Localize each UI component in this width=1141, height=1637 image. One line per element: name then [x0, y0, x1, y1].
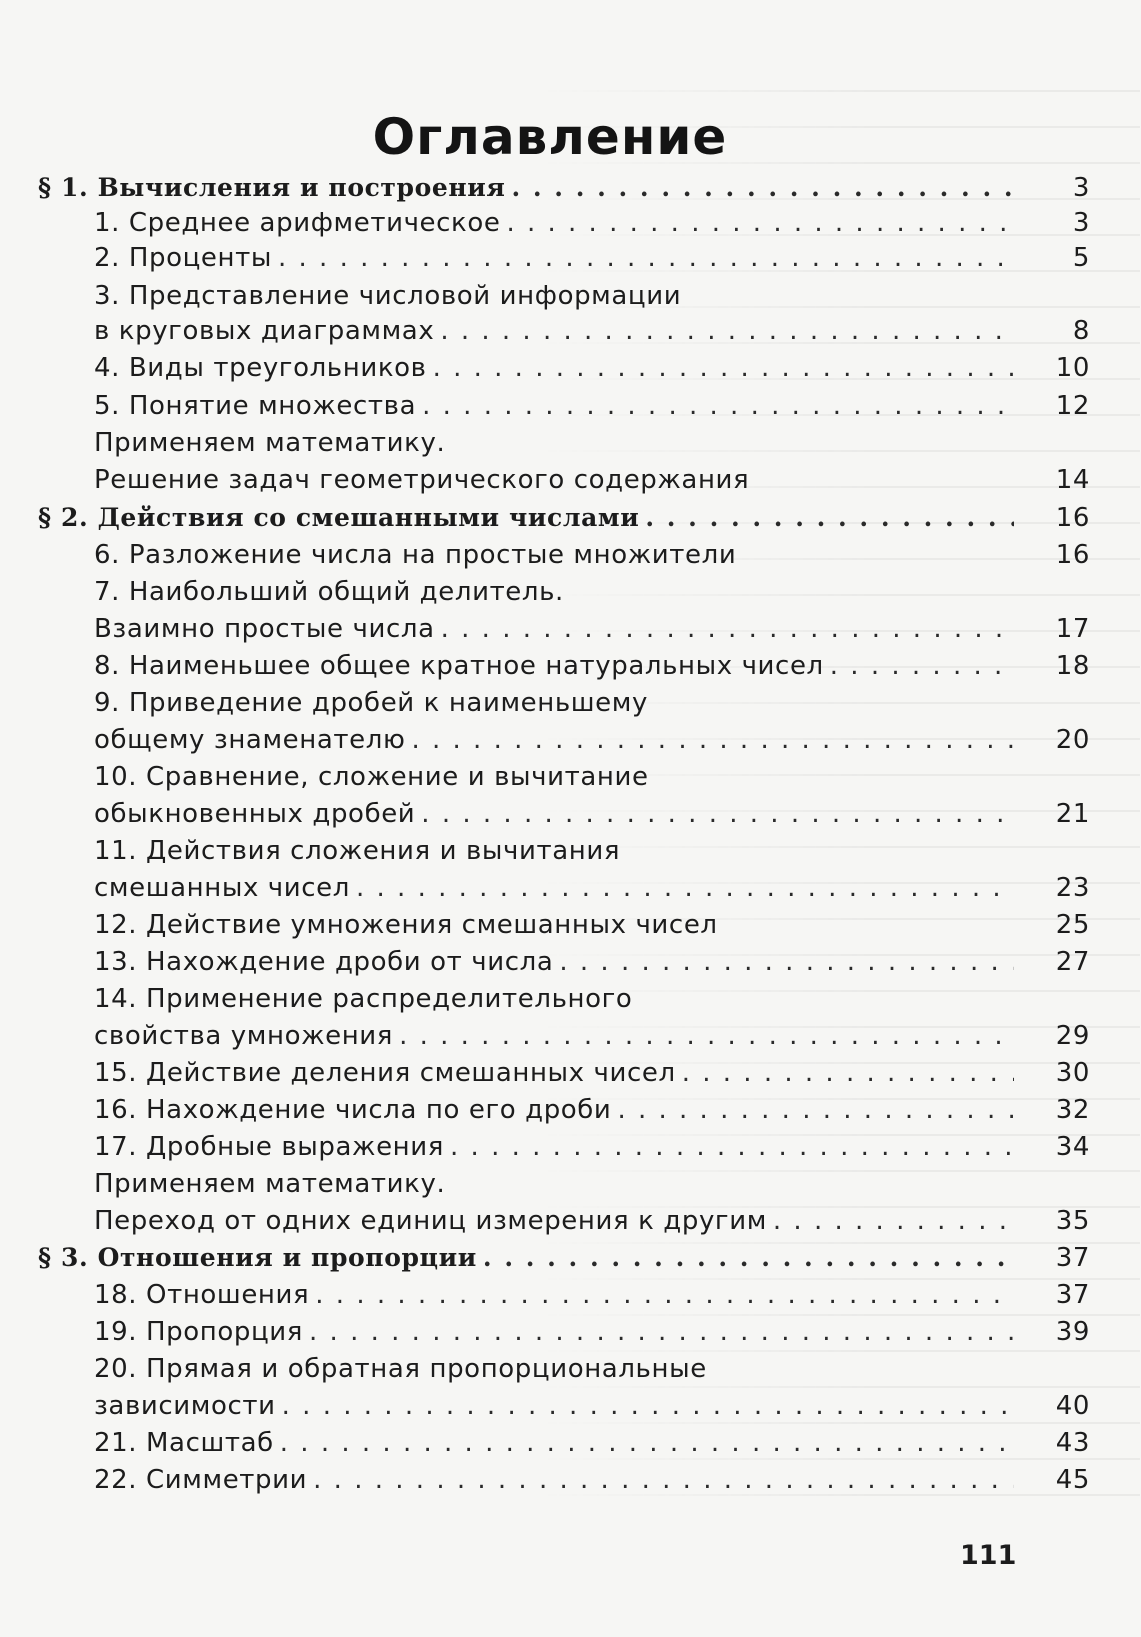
toc-entry-label: зависимости	[94, 1391, 276, 1421]
toc-entry-label: 6. Разложение числа на простые множители	[94, 540, 737, 570]
dot-leader	[440, 313, 1014, 349]
dot-leader	[617, 1092, 1014, 1128]
toc-entry-label: смешанных чисел	[94, 873, 350, 903]
toc-entry-label: 22. Симметрии	[94, 1465, 308, 1495]
toc-section-row	[38, 170, 1090, 206]
dot-leader	[511, 170, 1014, 206]
toc-entry-label: § 3. Отношения и пропорции	[38, 1243, 477, 1272]
toc-entry-label: Применяем математику.	[94, 428, 446, 458]
toc-row	[94, 1129, 1090, 1165]
toc-page-number: 8	[1072, 316, 1090, 346]
toc-page-number: 34	[1055, 1132, 1090, 1162]
toc-page-number: 25	[1055, 910, 1090, 940]
toc-row	[94, 205, 1090, 241]
dot-leader	[278, 240, 1014, 276]
toc-page-number: 39	[1055, 1317, 1090, 1347]
toc-page-number: 16	[1055, 540, 1090, 570]
toc-page-number: 21	[1055, 799, 1090, 829]
toc-entry-label: 10. Сравнение, сложение и вычитание	[94, 762, 649, 792]
toc-row	[94, 1018, 1090, 1054]
page-title: Оглавление	[372, 108, 728, 166]
toc-entry-label: 16. Нахождение числа по его дроби	[94, 1095, 612, 1125]
dot-leader	[773, 1203, 1014, 1239]
dot-leader	[506, 205, 1014, 241]
toc-row	[94, 611, 1090, 647]
toc-page-number: 29	[1055, 1021, 1090, 1051]
dot-leader	[399, 1018, 1014, 1054]
dot-leader	[483, 1240, 1014, 1276]
toc-row	[94, 1092, 1090, 1128]
toc-page-number: 20	[1055, 725, 1090, 755]
toc-row	[94, 1351, 1090, 1387]
page-number: 111	[960, 1540, 1017, 1571]
toc-page-number: 37	[1055, 1280, 1090, 1310]
dot-leader	[682, 1055, 1014, 1091]
toc-entry-label: 11. Действия сложения и вычитания	[94, 836, 621, 866]
toc-row	[94, 907, 1090, 943]
toc-row	[94, 833, 1090, 869]
toc-row	[94, 425, 1090, 461]
toc-entry-label: 8. Наименьшее общее кратное натуральных чисел	[94, 651, 824, 681]
dot-leader	[313, 1462, 1014, 1498]
dot-leader	[450, 1129, 1014, 1165]
toc-entry-label: в круговых диаграммах	[94, 316, 435, 346]
toc-page-number: 3	[1072, 173, 1090, 203]
toc-entry-label: 14. Применение распределительного	[94, 984, 633, 1014]
toc-entry-label: 5. Понятие множества	[94, 391, 417, 421]
toc-row	[94, 1425, 1090, 1461]
toc-entry-label: Применяем математику.	[94, 1169, 446, 1199]
toc-entry-label: 12. Действие умножения смешанных чисел	[94, 910, 718, 940]
dot-leader	[441, 611, 1014, 647]
toc-entry-label: общему знаменателю	[94, 725, 406, 755]
dot-leader	[422, 388, 1014, 424]
toc-row	[94, 1277, 1090, 1313]
toc-row	[94, 1462, 1090, 1498]
toc-row	[94, 685, 1090, 721]
toc-page-number: 43	[1055, 1428, 1090, 1458]
toc-row	[94, 462, 1090, 498]
toc-page-number: 5	[1072, 243, 1090, 273]
toc-row	[94, 388, 1090, 424]
toc-row	[94, 1203, 1090, 1239]
toc-entry-label: обыкновенных дробей	[94, 799, 416, 829]
toc-page-number: 27	[1055, 947, 1090, 977]
toc-row	[94, 648, 1090, 684]
toc-page-number: 16	[1055, 503, 1090, 533]
toc-page-number: 32	[1055, 1095, 1090, 1125]
dot-leader	[421, 796, 1014, 832]
toc-entry-label: 13. Нахождение дроби от числа	[94, 947, 554, 977]
toc-row	[94, 1388, 1090, 1424]
toc-entry-label: 17. Дробные выражения	[94, 1132, 445, 1162]
toc-row	[94, 1314, 1090, 1350]
toc-page-number: 18	[1055, 651, 1090, 681]
toc-section-row	[38, 1240, 1090, 1276]
toc-entry-label: 3. Представление числовой информации	[94, 281, 682, 311]
toc-row	[94, 759, 1090, 795]
toc-page-number: 40	[1055, 1391, 1090, 1421]
toc-page-number: 30	[1055, 1058, 1090, 1088]
dot-leader	[280, 1425, 1014, 1461]
toc-page-number: 45	[1055, 1465, 1090, 1495]
toc-row	[94, 313, 1090, 349]
toc-row	[94, 1166, 1090, 1202]
toc-entry-label: 2. Проценты	[94, 243, 272, 273]
toc-row	[94, 574, 1090, 610]
toc-row	[94, 981, 1090, 1017]
toc-row	[94, 722, 1090, 758]
toc-page-number: 10	[1055, 353, 1090, 383]
toc-row	[94, 796, 1090, 832]
toc-page-number: 12	[1055, 391, 1090, 421]
toc-row	[94, 350, 1090, 386]
toc-page-number: 35	[1055, 1206, 1090, 1236]
toc-entry-label: 7. Наибольший общий делитель.	[94, 577, 564, 607]
toc-entry-label: свойства умножения	[94, 1021, 394, 1051]
dot-leader	[411, 722, 1014, 758]
dot-leader	[309, 1314, 1014, 1350]
toc-row	[94, 1055, 1090, 1091]
toc-row	[94, 537, 1090, 573]
toc-entry-label: Переход от одних единиц измерения к другим	[94, 1206, 767, 1236]
toc-row	[94, 944, 1090, 980]
toc-section-row	[38, 500, 1090, 536]
toc-entry-label: Решение задач геометрического содержания	[94, 465, 750, 495]
toc-row	[94, 278, 1090, 314]
dot-leader	[433, 350, 1014, 386]
toc-entry-label: 21. Масштаб	[94, 1428, 274, 1458]
toc-page-number: 23	[1055, 873, 1090, 903]
dot-leader	[830, 648, 1014, 684]
toc-entry-label: § 1. Вычисления и построения	[38, 173, 506, 202]
toc-entry-label: 9. Приведение дробей к наименьшему	[94, 688, 648, 718]
toc-entry-label: 15. Действие деления смешанных чисел	[94, 1058, 676, 1088]
toc-entry-label: Взаимно простые числа	[94, 614, 435, 644]
toc-page-number: 37	[1055, 1243, 1090, 1273]
dot-leader	[559, 944, 1014, 980]
toc-entry-label: 19. Пропорция	[94, 1317, 304, 1347]
toc-page-number: 17	[1055, 614, 1090, 644]
toc-page-number: 14	[1055, 465, 1090, 495]
dot-leader	[356, 870, 1014, 906]
toc-entry-label: 1. Среднее арифметическое	[94, 208, 501, 238]
toc-entry-label: § 2. Действия со смешанными числами	[38, 503, 640, 532]
toc-row	[94, 870, 1090, 906]
dot-leader	[645, 500, 1014, 536]
toc-entry-label: 4. Виды треугольников	[94, 353, 427, 383]
toc-entry-label: 18. Отношения	[94, 1280, 310, 1310]
toc-page-number: 3	[1072, 208, 1090, 238]
toc-entry-label: 20. Прямая и обратная пропорциональные	[94, 1354, 707, 1384]
dot-leader	[282, 1388, 1014, 1424]
dot-leader	[315, 1277, 1014, 1313]
toc-row	[94, 240, 1090, 276]
